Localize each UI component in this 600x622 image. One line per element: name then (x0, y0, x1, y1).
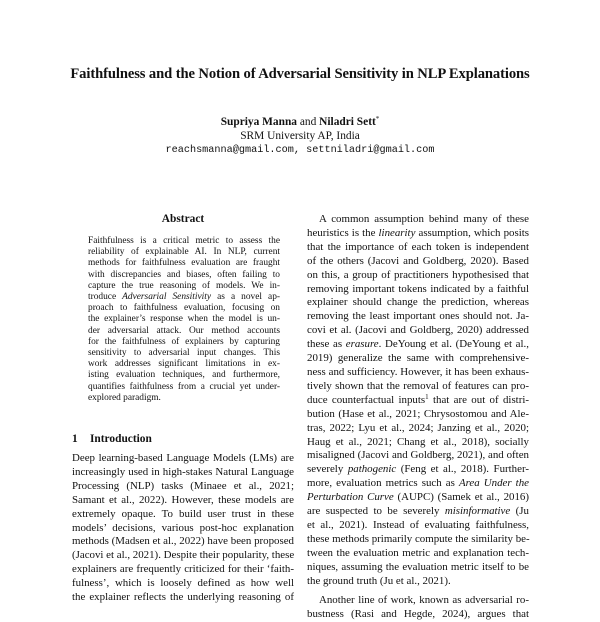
affiliation: SRM University AP, India (240, 130, 360, 142)
text-line: more, evaluation metrics such as Area Under the (307, 477, 529, 490)
text-line: for the faithfulness of explainers by capturing (88, 336, 280, 347)
paragraph (307, 594, 529, 622)
author-1: Supriya Manna (220, 116, 297, 128)
text-line: on this, a group of practitioners hypothesised that (307, 268, 529, 281)
text-line: covi et al. (Jacovi and Goldberg, 2020) addressed (307, 324, 529, 337)
text-line: duce counterfactual inputs$^1$ that are out of distri- (307, 392, 529, 406)
text-line: Samant et al., 2022). However, these models are (72, 493, 294, 506)
text-line: the ground truth (Ju et al., 2021). (307, 574, 451, 587)
text-line: heuristics is the linearity assumption, which posits (307, 226, 529, 239)
text-line: der adversarial attack. Our method accounts (88, 325, 280, 336)
text-line: Haug et al., 2021; Chang et al., 2018), socially (307, 435, 529, 448)
abstract-heading: Abstract (161, 213, 205, 225)
text-line: these methods primarily compute the similarity be- (307, 532, 530, 545)
text-line: troduce Adversarial Sensitivity as a novel ap- (88, 292, 280, 303)
author-conjunction: and (299, 116, 317, 128)
text-line: tras, 2022; Lyu et al., 2024; Janzing et al., 2020; (307, 421, 529, 434)
right-column-body (307, 213, 529, 622)
author-2: Niladri Sett (319, 116, 376, 128)
text-line: capture the true reasoning of models. We in- (88, 280, 280, 291)
text-line: 2019) generalize the same with comprehensive- (307, 352, 529, 365)
section-number: 1 (72, 433, 78, 445)
text-line: of the others (Jacovi and Goldberg, 2020). Based (307, 254, 529, 267)
text-line: sensitivity to adversarial input changes. This (88, 348, 280, 359)
text-line: removing important tokens indicated by a faithful (307, 282, 529, 295)
text-line: ness and sufficiency. However, it has been exhaus- (307, 365, 529, 378)
text-line: et al., 2021). Instead of evaluating faithfulness, (307, 518, 529, 531)
text-line: bustness (Rasi and Hegde, 2024), argues that (307, 608, 529, 621)
text-line: A common assumption behind many of these (319, 213, 529, 225)
paper-title: Faithfulness and the Notion of Adversarial Sensitivity in NLP Explanations (70, 66, 530, 82)
text-line: explainers are frequently criticized for their ‘faith- (72, 563, 294, 576)
text-line: models’ decisions, various post-hoc explanation (72, 521, 294, 534)
text-line: misaligned (Jacovi and Goldberg, 2021), and often (307, 449, 529, 462)
text-line: with discrepancies and biases, often failing to (88, 269, 280, 280)
text-line: increasingly used in high-stakes Natural Language (72, 465, 294, 478)
text-line: bution (Hase et al., 2021; Chrysostomou and Ale- (307, 407, 529, 420)
text-line: quantifies faithfulness from a crucial yet under- (88, 381, 280, 392)
text-line: are suspected to be severely misinformative (Ju (307, 505, 529, 518)
text-line: Perturbation Curve (AUPC) (Samek et al., 2016) (307, 491, 529, 504)
text-line: Another line of work, known as adversarial ro- (319, 594, 529, 607)
text-line: fulness’, which is loosely defined as how well (72, 577, 294, 590)
author-footnote-mark: * (375, 115, 380, 123)
author-emails: reachsmanna@gmail.com, settniladri@gmail.com (165, 145, 435, 156)
text-line: Faithfulness is a critical metric to assess the (88, 236, 280, 246)
text-line: methods for faithfulness evaluation are fraught (88, 258, 280, 269)
text-line: severely pathogenic (Feng et al., 2018). Further- (307, 463, 529, 476)
text-line: that the importance of each token is independent (307, 240, 529, 253)
text-line: isting evaluation techniques, and furthermore, (88, 370, 280, 381)
text-line: (Jacovi et al., 2021). Despite their popularity, these (72, 549, 295, 562)
paragraph (307, 213, 529, 588)
text-line: tween the evaluation metric and explanation tech- (307, 546, 529, 559)
text-line: removing the least important ones should not. Ja- (307, 310, 529, 323)
author-line (0, 116, 600, 128)
text-line: proach to faithfulness evaluation, focusing on (88, 303, 280, 314)
introduction-body (72, 452, 294, 605)
section-title: Introduction (90, 433, 152, 445)
text-line: work addresses significant limitations in ex- (88, 359, 280, 370)
section-heading-introduction (72, 433, 152, 445)
text-line: Processing (NLP) tasks (Minaee et al., 2021; (72, 479, 294, 492)
text-line: explored paradigm. (88, 392, 161, 403)
text-line: these as erasure. DeYoung et al. (DeYoung et al., (307, 338, 529, 351)
text-line: extremely opaque. To build user trust in these (72, 507, 294, 520)
text-line: reliability of explainable AI. In NLP, current (88, 247, 280, 258)
text-line: tively shown that the removal of features can pro- (307, 379, 529, 392)
text-line: the explainer’s response when the model is un- (88, 314, 280, 325)
abstract-body (88, 236, 280, 404)
text-line: explainer should change the prediction, whereas (307, 296, 529, 309)
text-line: methods (Madsen et al., 2022) have been proposed (72, 535, 294, 548)
text-line: Deep learning-based Language Models (LMs) are (72, 452, 294, 464)
text-line: the explainer reflects the underlying reasoning of (72, 591, 294, 604)
text-line: niques, assuming the evaluation metric itself to be (307, 560, 529, 573)
